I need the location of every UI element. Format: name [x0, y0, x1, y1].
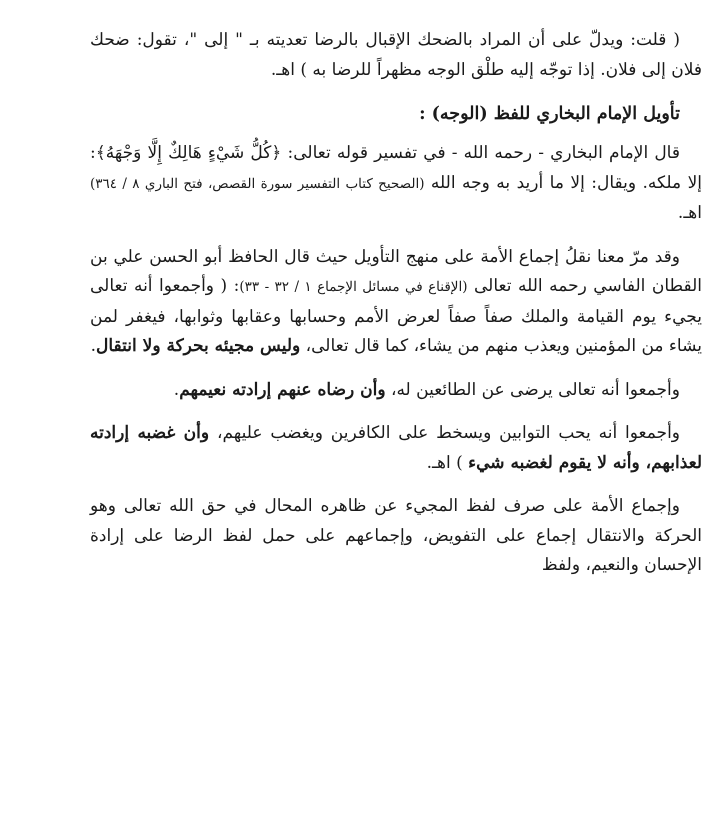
source-citation: (الصحيح كتاب التفسير سورة القصص، فتح الباري ٨ / ٣٦٤) — [90, 175, 425, 192]
paragraph-quote-ending — [90, 26, 702, 85]
paragraph-pleasure — [90, 376, 702, 406]
paragraph-text: وقد مرّ معنا نقلُ إجماع الأمة على منهج التأويل حيث قال الحافظ أبو الحسن علي بن القطان الفاسي رحمه الله تعالى — [90, 246, 702, 296]
heading-text: تأويل الإمام البخاري للفظ (الوجه) : — [419, 104, 680, 124]
paragraph-text: : إلا ملكه. ويقال: إلا ما أريد به وجه الله — [90, 143, 702, 193]
emphasis-text: وأن غضبه إرادته لعذابهم، وأنه لا يقوم لغضبه شيء — [90, 423, 702, 473]
paragraph-consensus — [90, 243, 702, 362]
paragraph-conclusion — [90, 492, 702, 581]
paragraph-text: ( قلت: ويدلّ على أن المراد بالضحك الإقبال بالرضا تعديته بـ " إلى "، تقول: ضحك فلان إلى فلان. إذا توجّه إليه طلْق الوجه مظهراً للرضا به ) اهـ. — [90, 30, 702, 80]
paragraph-text: وأجمعوا أنه تعالى يرضى عن الطائعين له، — [385, 379, 680, 400]
paragraph-text: . — [173, 379, 180, 400]
source-citation: (الإقناع في مسائل الإجماع ١ / ٣٢ - ٣٣) — [239, 279, 468, 295]
quran-verse: ﴿كُلُّ شَيْءٍ هَالِكٌ إِلَّا وَجْهَهُ﴾ — [95, 143, 282, 163]
emphasis-text: وليس مجيئه بحركة ولا انتقال — [96, 336, 301, 356]
paragraph-text: اهـ. — [677, 203, 702, 223]
paragraph-bukhari — [90, 139, 702, 229]
paragraph-text: : ( وأجمعوا أنه تعالى يجيء يوم القيامة والملك صفاً صفاً لعرض الأمم وحسابها وعقابها وثوابها، فيغفر لمن يشاء من المؤمنين ويعذب منهم من يشاء، كما قال تعالى، — [90, 276, 702, 356]
paragraph-text: . — [90, 336, 97, 356]
emphasis-text: وأن رضاه عنهم إرادته نعيمهم — [179, 379, 386, 400]
paragraph-text: وأجمعوا أنه يحب التوابين ويسخط على الكافرين ويغضب عليهم، — [209, 423, 681, 443]
section-heading — [90, 99, 702, 129]
paragraph-text: وإجماع الأمة على صرف لفظ المجيء عن ظاهره المحال في حق الله تعالى وهو الحركة والانتقال إجماع على التفويض، وإجماعهم على حمل لفظ الرضا على إرادة الإحسان والنعيم، ولفظ — [90, 496, 702, 575]
paragraph-text: ) اهـ. — [426, 452, 469, 473]
document-page — [90, 26, 702, 595]
paragraph-anger — [90, 419, 702, 478]
paragraph-text: قال الإمام البخاري - رحمه الله - في تفسير قوله تعالى: — [281, 143, 680, 163]
